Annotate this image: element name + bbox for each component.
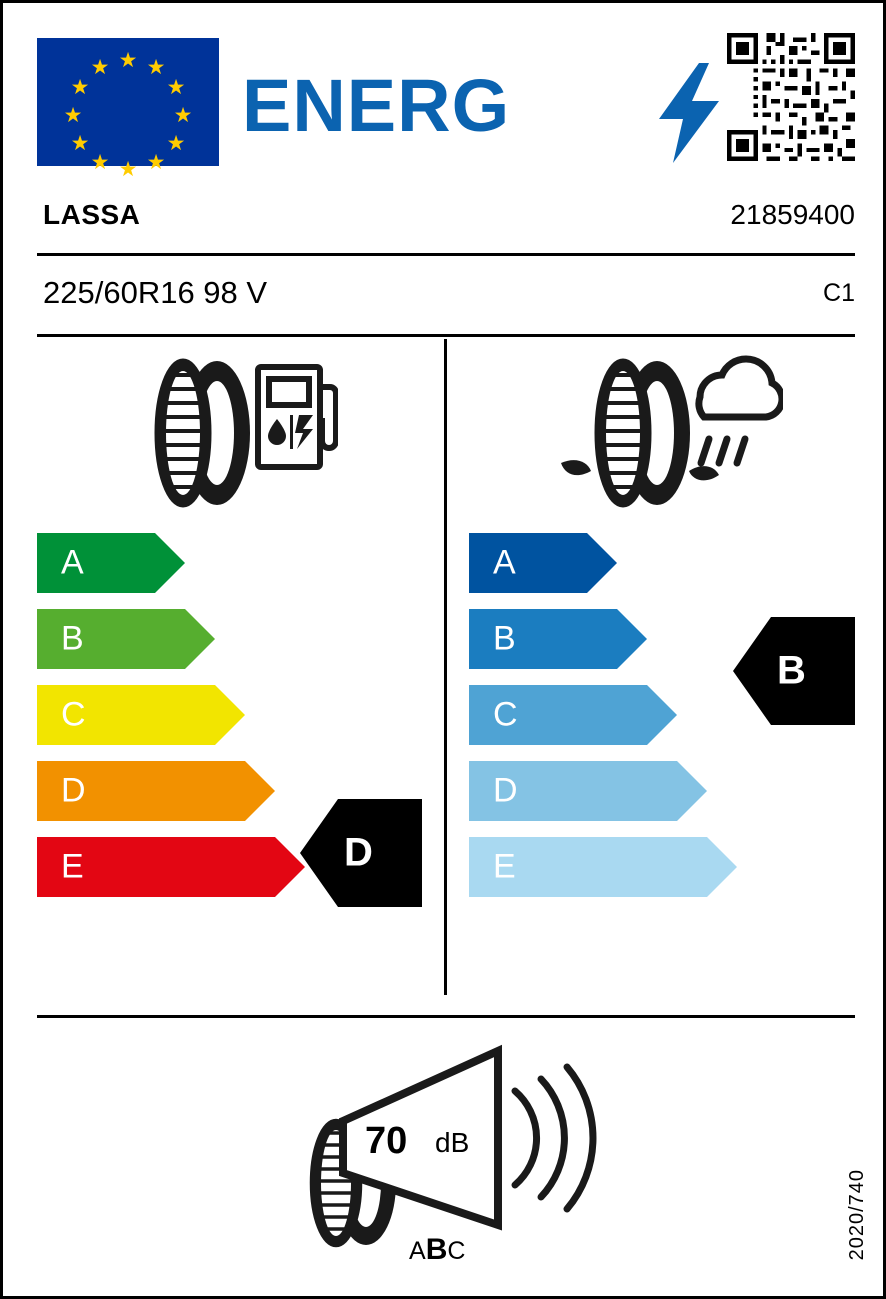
grade-letter: A: [493, 543, 516, 582]
eu-star: ★: [118, 49, 138, 72]
regulation-year-code: 2020/740: [846, 1168, 868, 1260]
noise-section: [283, 1043, 613, 1273]
grade-row: [469, 533, 869, 593]
brand-name: LASSA: [43, 199, 141, 230]
divider-top: [37, 253, 855, 256]
noise-unit: dB: [435, 1127, 470, 1158]
grade-letter: B: [61, 619, 84, 658]
noise-class-b: B: [425, 1233, 448, 1266]
grade-letter: D: [61, 771, 86, 810]
eu-star: ★: [90, 56, 110, 79]
tyre-fuel-pump-icon: [123, 353, 338, 513]
grade-letter: D: [493, 771, 518, 810]
model-code: 21859400: [730, 199, 855, 230]
divider-bottom: [37, 1015, 855, 1018]
eu-star: ★: [63, 104, 83, 127]
grade-letter: B: [493, 619, 516, 658]
brand-row: [37, 199, 855, 249]
grade-letter: E: [493, 847, 516, 886]
grade-bar-a: [469, 533, 617, 593]
eu-star: ★: [166, 132, 186, 155]
measured-class-letter: B: [777, 648, 806, 693]
eu-star: ★: [173, 104, 193, 127]
divider-middle: [37, 334, 855, 337]
qr-code: [727, 33, 855, 161]
divider-vertical: [444, 339, 447, 995]
grade-letter: C: [493, 695, 518, 734]
wet-grip-measured-pointer: [733, 617, 855, 725]
grade-row: [37, 533, 437, 593]
tyre-size: 225/60R16 98 V: [43, 275, 268, 310]
eu-star: ★: [118, 158, 138, 181]
grade-letter: A: [61, 543, 84, 582]
grade-row: [469, 761, 869, 821]
european-union-flag: [37, 38, 219, 181]
label-header: [37, 33, 855, 181]
grade-row: [37, 609, 437, 669]
noise-value: 70: [365, 1120, 408, 1162]
grade-bar-a: [37, 533, 185, 593]
eu-star: ★: [146, 151, 166, 174]
noise-class-a: A: [409, 1237, 426, 1265]
grade-row: [37, 685, 437, 745]
eu-star: ★: [70, 76, 90, 99]
size-row: [37, 275, 855, 321]
fuel-efficiency-measured-pointer: [300, 799, 422, 907]
eu-star: ★: [70, 132, 90, 155]
eu-star: ★: [90, 151, 110, 174]
lightning-bolt-icon: [659, 63, 719, 163]
noise-class-scale: [409, 1233, 465, 1267]
energy-wordmark: ENERG: [242, 64, 511, 147]
grade-letter: C: [61, 695, 86, 734]
eu-star: ★: [146, 56, 166, 79]
eu-star: ★: [166, 76, 186, 99]
tyre-class: C1: [823, 279, 855, 307]
measured-class-letter: D: [344, 830, 373, 875]
grade-row: [469, 837, 869, 897]
tyre-rain-cloud-icon: [533, 353, 783, 518]
noise-class-c: C: [447, 1237, 466, 1265]
grade-letter: E: [61, 847, 84, 886]
